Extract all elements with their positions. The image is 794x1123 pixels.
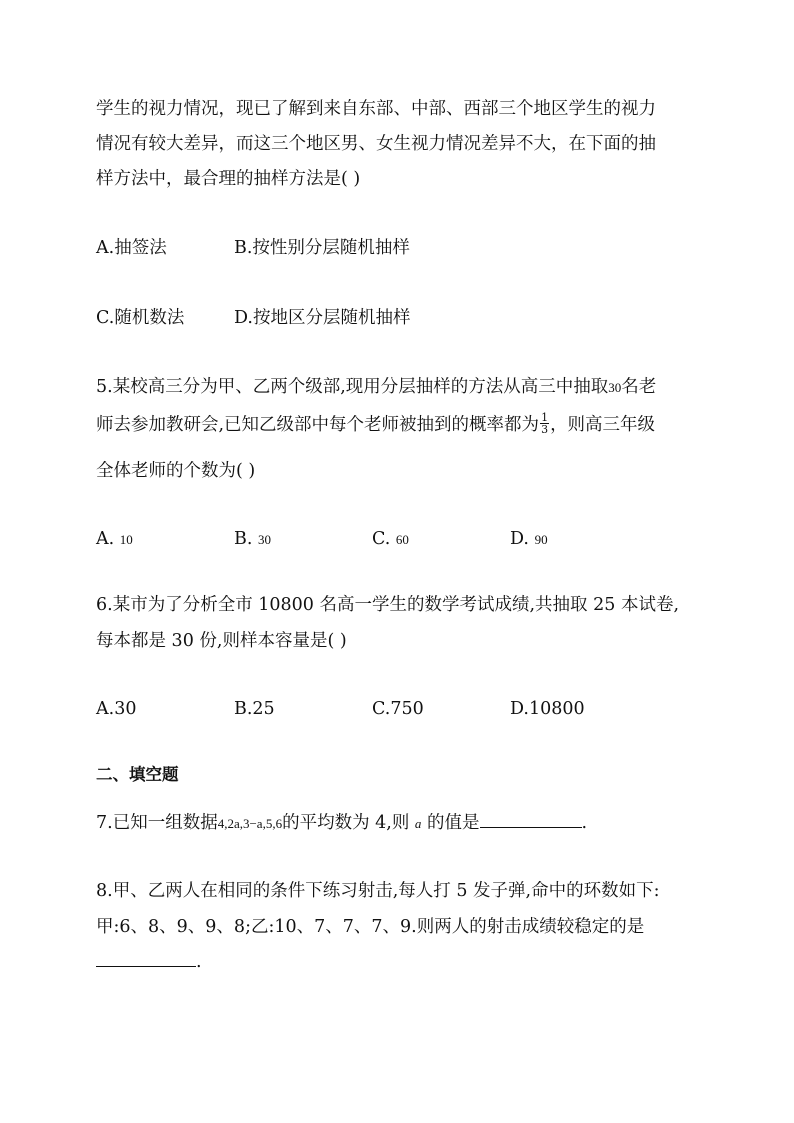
q6-option-c: C.750 xyxy=(372,699,424,719)
q5-option-a-label: A. xyxy=(96,529,115,549)
q5-option-b-label: B. xyxy=(234,529,253,549)
q5-line-2-text-a: 师去参加教研会,已知乙级部中每个老师被抽到的概率都为 xyxy=(96,415,540,435)
fraction-denominator: 3 xyxy=(541,423,549,436)
q5-line-1-text-b: 名老 xyxy=(621,377,657,397)
q5-line-3: 全体老师的个数为( ) xyxy=(96,461,256,481)
q6-line-2: 每本都是 30 份,则样本容量是( ) xyxy=(96,631,347,651)
q7-data-set: 4,2a,3−a,5,6 xyxy=(217,816,283,831)
q4-option-a: A.抽签法 xyxy=(96,238,167,258)
q4-option-c: C.随机数法 xyxy=(96,308,185,328)
q5-option-d-label: D. xyxy=(510,529,529,549)
q4-option-d: D.按地区分层随机抽样 xyxy=(234,308,411,328)
q7-middle: 的平均数为 4,则 xyxy=(282,813,410,833)
q7-prefix: 7.已知一组数据 xyxy=(96,813,218,833)
q8-line-1: 8.甲、乙两人在相同的条件下练习射击,每人打 5 发子弹,命中的环数如下: xyxy=(96,881,660,901)
q4-line-1: 学生的视力情况，现已了解到来自东部、中部、西部三个地区学生的视力 xyxy=(96,99,656,119)
q5-line-1 xyxy=(96,379,656,397)
q5-line-2-text-b: ，则高三年级 xyxy=(550,415,656,435)
fraction-numerator: 1 xyxy=(541,411,549,424)
q6-line-1: 6.某市为了分析全市 10800 名高一学生的数学考试成绩,共抽取 25 本试卷, xyxy=(96,595,680,615)
q5-option-c xyxy=(372,531,409,549)
q8-line-2: 甲:6、8、9、9、8;乙:10、7、7、7、9.则两人的射击成绩较稳定的是 xyxy=(96,917,645,937)
q7-suffix: 的值是 xyxy=(427,813,480,833)
q4-line-2: 情况有较大差异，而这三个地区男、女生视力情况差异不大，在下面的抽 xyxy=(96,134,656,154)
q6-option-b: B.25 xyxy=(234,699,275,719)
q8-line-3 xyxy=(96,954,202,972)
q5-option-c-label: C. xyxy=(372,529,391,549)
q7-answer-blank[interactable] xyxy=(480,826,582,828)
q7-line xyxy=(96,815,587,833)
q4-line-3: 样方法中，最合理的抽样方法是( ) xyxy=(96,169,361,189)
q7-variable: a xyxy=(414,816,422,831)
q5-option-b-value: 30 xyxy=(258,532,272,547)
q6-option-d: D.10800 xyxy=(510,699,585,719)
q6-option-a: A.30 xyxy=(96,699,137,719)
q4-option-b: B.按性别分层随机抽样 xyxy=(234,238,410,258)
q5-option-d xyxy=(510,531,548,549)
q8-end: . xyxy=(196,952,202,972)
q5-sample-count: 30 xyxy=(608,380,622,395)
q5-line-2 xyxy=(96,411,656,437)
q5-probability-fraction xyxy=(540,412,549,435)
section-heading-fill-in: 二、填空题 xyxy=(96,765,179,784)
q5-option-a xyxy=(96,531,133,549)
q5-option-b xyxy=(234,531,271,549)
q5-option-a-value: 10 xyxy=(119,532,133,547)
q7-end: . xyxy=(581,813,588,833)
q5-option-c-value: 60 xyxy=(395,532,409,547)
q8-answer-blank[interactable] xyxy=(96,965,196,967)
q5-option-d-value: 90 xyxy=(534,532,548,547)
q5-line-1-text-a: 5.某校高三分为甲、乙两个级部,现用分层抽样的方法从高三中抽取 xyxy=(96,377,609,397)
